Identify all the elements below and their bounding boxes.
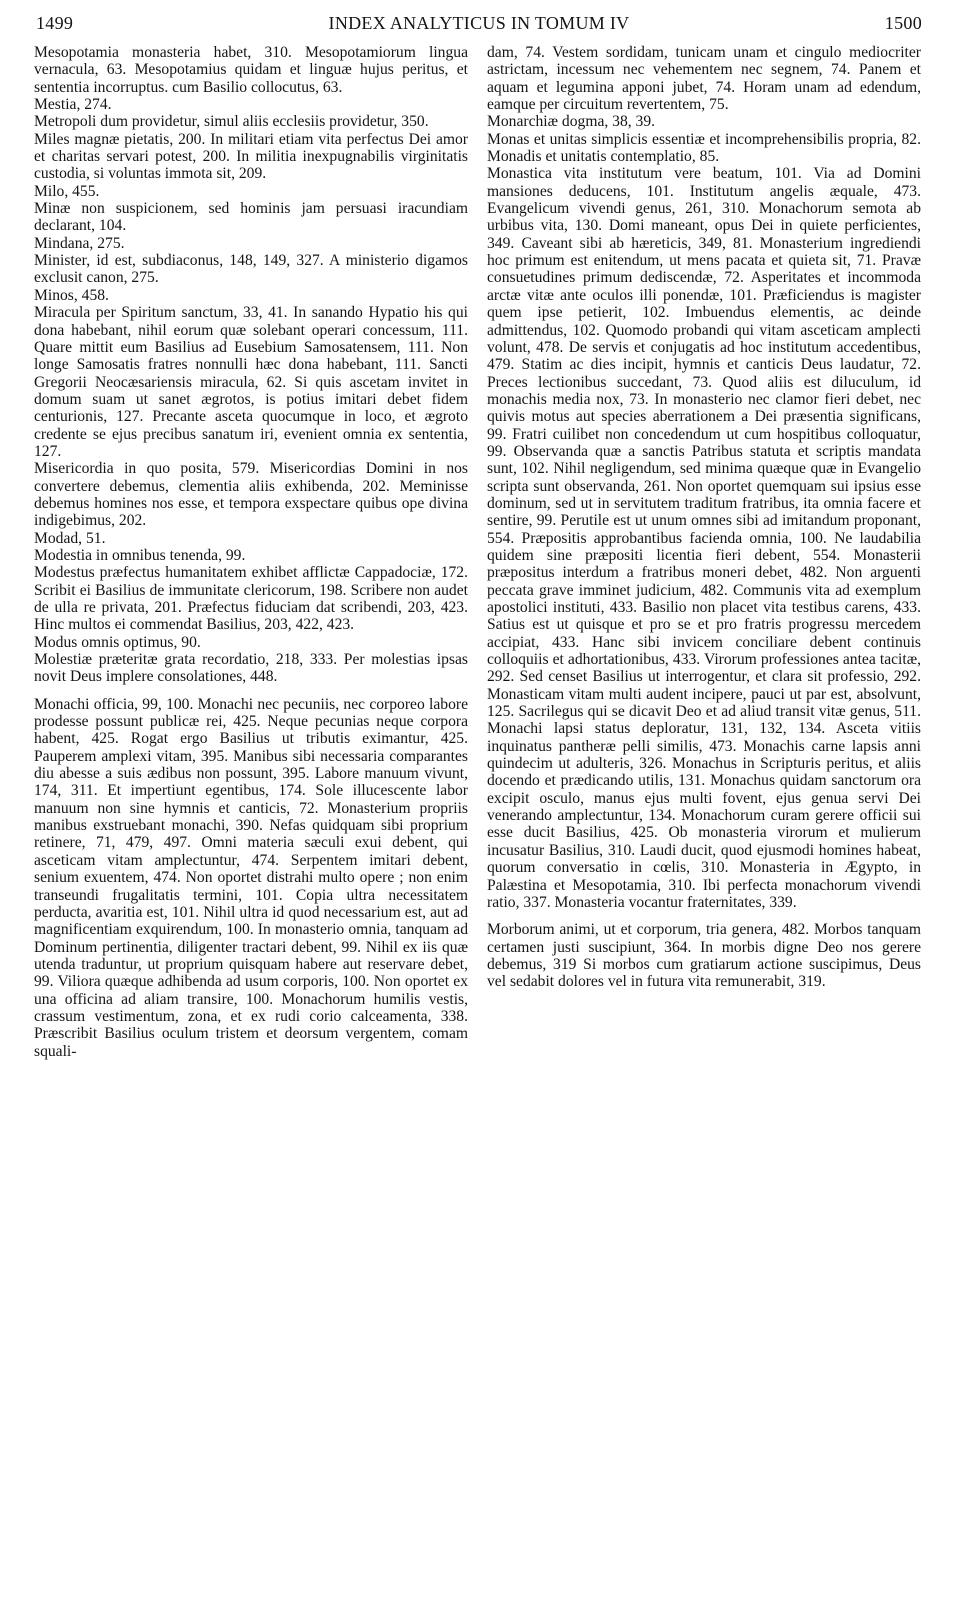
index-entry: Modus omnis optimus, 90. [34,633,201,651]
index-entry: Monas et unitas simplicis essentiæ et incomprehensibilis propria, 82. Monadis et unitatis contemplatio, 85. [487,130,921,166]
index-entry: Mindana, 275. [34,234,125,252]
index-entry: Mestia, 274. [34,96,112,114]
page-number-right: 1500 [884,13,922,33]
index-entry: Modestus præfectus humanitatem exhibet afflictæ Cappadociæ, 172. Scribit ei Basilius de immunitate clericorum, 198. Scribere non audet de ulla re privata, 201. Præfectus fiduciam dat scribendi, 203, 423. Hinc multos ei commendat Basilius, 203, 422, 423. [34,564,468,634]
index-entry: Metropoli dum providetur, simul aliis ecclesiis providetur, 350. [34,113,429,131]
page-number-left: 1499 [36,13,74,33]
index-entry: Monastica vita institutum vere beatum, 101. Via ad Domini mansiones deducens, 101. Institutum angelis æquale, 473. Evangelicum vivendi genus, 261, 310. Monachorum semota ab urbibus vita, 130. Domi maneant, opus Dei in quiete perficientes, 349. Caveant sibi ab hæreticis, 349, 81. Monasterium ingrediendi hoc primum est enitendum, ut mens pacata et quieta sit, 71. Pravæ consuetudines primum dediscendæ, 72. Asperitates et incommoda arctæ vitæ ante oculos illi ponendæ, 101. Præficiendus is magister quem ipse petierit, 102. Imbuendus elementis, ac deinde admittendus, 102. Quomodo probandi qui vitam asceticam amplecti volunt, 478. De servis et conjugatis ad hoc institutum accedentibus, 479. Statim ac dies incipit, hymnis et canticis Deus laudatur, 72. Preces lectionibus succedant, 73. Quod aliis est diluculum, id monachis media nox, 73. In monasterio nec clamor fieri debet, nec quivis motus aut species aberrationem a Dei præsentia significans, 99. Fratri cuilibet non concedendum ut cum hospitibus colloquatur, 99. Observanda quæ a sanctis Patribus statuta et scriptis mandata sunt, 102. Nihil negligendum, sed minima quæque quæ in Evangelio scripta sunt observanda, 261. Non oportet quemquam sui ipsius esse dominum, sed ut in servitutem traditum fratribus, ita omnia facere et sentire, 99. Perutile est ut unum omnes sibi ad imitandum proponant, 554. Præpositis approbantibus facienda omnia, 100. Ne laudabilia quidem sine præpositi licentia fieri debent, 554. Monasterii præpositus interdum a fratribus moneri debet, 482. Non arguenti peccata grave imminet judicium, 482. Communis vita ad exemplum apostolici instituti, 433. Basilio non placet vita testibus carens, 433. Satius est ut quisque et pro se et pro fratris progressu mercedem accipiat, 433. Hanc sibi invicem conciliare debent continuis colloquiis et adhortationibus, 433. Virorum professiones antea tacitæ, 292. Sed censet Basilius ut interrogentur, et clara sit professio, 292. Monasticam vitam multi audent incipere, pauci ut par est, absolvunt, 125. Sacrilegus qui se dicavit Deo et ad aliud transit vitæ genus, 511. Monachi lapsi status deploratur, 131, 132, 134. Asceta vitiis inquinatus pantheræ pelli similis, 473. Monachis carne lapsis anni quindecim ut adulteris, 326. Monachus in Scripturis peritus, et aliis docendo et prædicando utilis, 131. Monachus quidam sanctorum ora excipit osculo, manus ejus multi fovent, ejus genua servi Dei venerando amplectuntur, 134. Monachorum curam gerere officii sui esse ducit Basilius, 425. Ob monasteria virorum et mulierum incusatur Basilius, 310. Laudi ducit, quod ejusmodi homines habeat, quorum conversatio in cœlis, 310. Monasteria in Ægypto, in Palæstina et Mesopotamia, 310. Ibi perfecta monachorum vivendi ratio, 337. Monasteria vocantur fraternitates, 339. [487,165,921,911]
index-entry: Molestiæ præteritæ grata recordatio, 218, 333. Per molestias ipsas novit Deus implere consolationes, 448. [34,651,468,686]
right-column [487,44,921,991]
index-entry: Misericordia in quo posita, 579. Misericordias Domini in nos convertere debemus, clementia aliis exhibenda, 202. Meminisse debemus homines nos esse, et tempora exspectare quibus ope divina indigebimus, 202. [34,460,468,530]
index-entry: dam, 74. Vestem sordidam, tunicam unam et cingulo mediocriter astrictam, incessum nec vehementem nec segnem, 74. Panem et aquam et legumina apponi jubet, 74. Horam unam ad edendum, eamque per circuitum revertentem, 75. [487,44,921,114]
index-entry: Modestia in omnibus tenenda, 99. [34,546,246,564]
index-entry: Miracula per Spiritum sanctum, 33, 41. In sanando Hypatio his qui dona habebant, nihil eorum quæ solebant operari concessum, 111. Quare mittit eum Basilius ad Eusebium Samosatensem, 111. Non longe Samosatis fratres nonnulli hæc dona habebant, 111. Sancti Gregorii Neocæsariensis miracula, 62. Si quis ascetam invitet in domum suam ut sanet ægrotos, is potius imitari debet fidem centurionis, 127. Precante asceta quocumque in loco, et ægroto credente se ejus precibus sanatum iri, evenient omnia ex sententia, 127. [34,304,468,460]
index-entry: Minos, 458. [34,286,109,304]
index-entry: Miles magnæ pietatis, 200. In militari etiam vita perfectus Dei amor et charitas servari potest, 200. In militia inexpugnabilis virginitatis custodia, si voluntas immota sit, 209. [34,130,468,183]
index-entry: Monarchiæ dogma, 38, 39. [487,113,656,131]
running-header [36,13,922,37]
left-column [34,44,468,1060]
index-entry: Morborum animi, ut et corporum, tria genera, 482. Morbos tanquam certamen justi suscipiunt, 364. In morbis digne Deo nos gerere debemus, 319 Si morbos cum gratiarum actione suscipimus, Deus vel sedabit dolores vel in futura vita remunerabit, 319. [487,921,921,991]
index-entry: Minæ non suspicionem, sed hominis jam persuasi iracundiam declarant, 104. [34,200,468,235]
index-entry: Minister, id est, subdiaconus, 148, 149, 327. A ministerio digamos exclusit canon, 275. [34,252,468,287]
index-entry: Monachi officia, 99, 100. Monachi nec pecuniis, nec corporeo labore prodesse possunt publicæ rei, 425. Neque pecunias neque corpora habent, 425. Rogat ergo Basilius ut tributis eximantur, 425. Pauperem amplexi vitam, 395. Manibus sibi necessaria comparantes diu abesse a suis ædibus non possunt, 395. Labore manuum vivunt, 174, 311. Et impertiunt egentibus, 174. Sole illucescente labor manuum non sine hymnis et canticis, 72. Monasterium propriis manibus exstruebant monachi, 390. Nefas quidquam sibi proprium retinere, 71, 479, 497. Omni materia sæculi exui debent, qui asceticam vitam amplectuntur, 474. Serpentem imitari debent, senium exuentem, 474. Non oportet distrahi multo opere ; non enim transeundi frugalitatis termini, 101. Copia ultra necessitatem perducta, avaritia est, 101. Nihil ultra id quod necessarium est, aut ad magnificentiam exquirendum, 100. In monasterio omnia, tanquam ad Dominum pertinentia, diligenter tractari debent, 99. Nihil ex iis quæ utenda traduntur, ut proprium quisquam habere aut reservare debet, 99. Viliora quæque adhibenda ad usum corporis, 100. Non oportet ex una officina ad aliam transire, 100. Monachorum humilis vestis, crassum vestimentum, zona, et ex rudi corio calceamenta, 338. Præscribit Basilius oculum tristem et deorsum vergentem, comam squali- [34,695,468,1060]
page-title: INDEX ANALYTICUS IN TOMUM IV [328,13,630,33]
index-entry: Mesopotamia monasteria habet, 310. Mesopotamiorum lingua vernacula, 63. Mesopotamius quidam et linguæ hujus peritus, et sententia incorruptus. cum Basilio collocutus, 63. [34,44,468,96]
index-entry: Milo, 455. [34,182,100,200]
index-entry: Modad, 51. [34,529,106,547]
